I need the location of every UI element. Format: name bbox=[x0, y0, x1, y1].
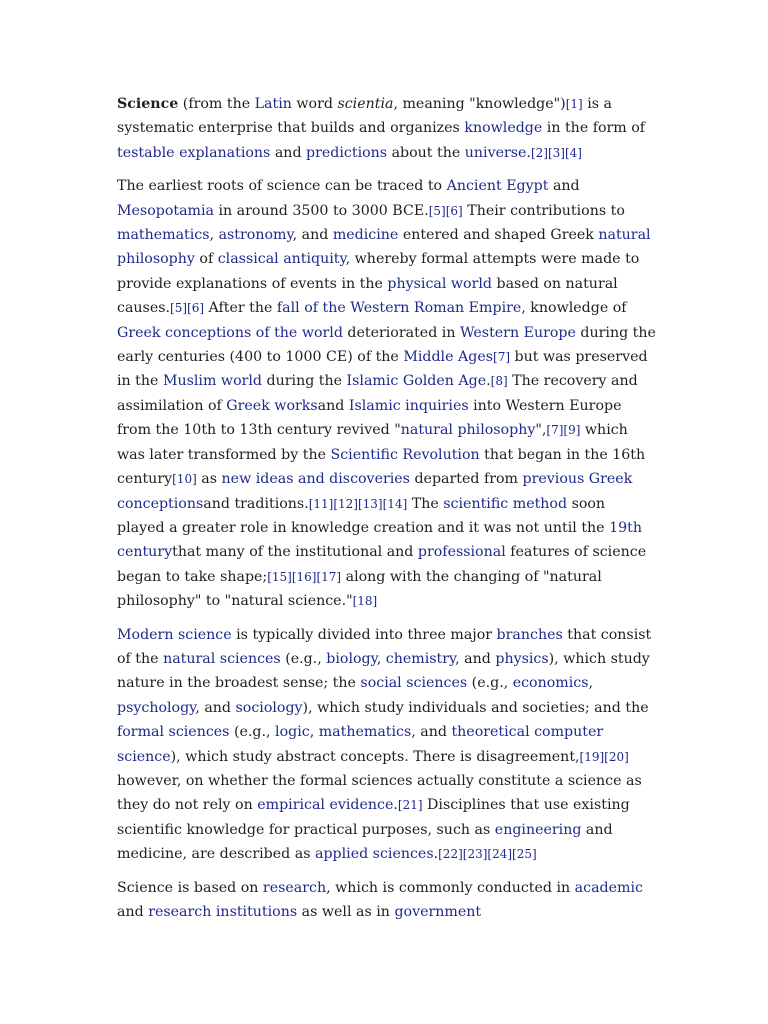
paragraph-intro bbox=[117, 92, 657, 165]
bold-term: Science bbox=[117, 96, 179, 112]
text-run: based on natural causes. bbox=[117, 275, 618, 317]
text-run: . bbox=[486, 373, 491, 390]
inline-link[interactable]: Ancient Egypt bbox=[446, 178, 549, 195]
inline-link[interactable]: logic bbox=[275, 724, 310, 741]
text-run: along with the changing of "natural philosophy" to "natural science." bbox=[117, 568, 602, 610]
citation-link[interactable]: [21] bbox=[397, 798, 423, 813]
text-run: about the bbox=[387, 144, 465, 161]
text-run: entered and shaped Greek bbox=[398, 227, 599, 244]
inline-link[interactable]: Latin bbox=[254, 96, 292, 112]
text-run: and traditions. bbox=[203, 495, 309, 512]
citation-link[interactable]: [18] bbox=[352, 594, 378, 609]
inline-link[interactable]: Modern science bbox=[117, 626, 232, 643]
inline-link[interactable]: testable explanations bbox=[117, 144, 271, 161]
inline-link[interactable]: professional bbox=[417, 544, 506, 561]
text-run: Disciplines that use existing scientific knowledge for practical purposes, such as bbox=[117, 797, 630, 838]
text-run: features of science began to take shape; bbox=[117, 544, 647, 585]
text-run: , meaning "knowledge") bbox=[393, 96, 566, 112]
text-run: Their contributions to bbox=[462, 202, 625, 219]
text-run: After the bbox=[204, 300, 277, 317]
citation-link[interactable]: [5][6] bbox=[428, 203, 463, 218]
text-run: The earliest roots of science can be traced to bbox=[117, 178, 447, 195]
inline-link[interactable]: natural philosophy bbox=[400, 422, 536, 439]
inline-link[interactable]: physical world bbox=[387, 275, 492, 292]
inline-link[interactable]: previous Greek conceptions bbox=[117, 471, 633, 512]
inline-link[interactable]: mathematics bbox=[318, 724, 412, 741]
inline-link[interactable]: research bbox=[262, 879, 327, 896]
text-run: , and bbox=[411, 724, 452, 741]
text-run: that began in the 16th century bbox=[117, 446, 646, 488]
text-run: in the form of bbox=[542, 120, 646, 137]
text-run: deteriorated in bbox=[342, 324, 460, 341]
inline-link[interactable]: Greek conceptions of the world bbox=[117, 324, 343, 341]
text-run: during the bbox=[262, 373, 347, 390]
text-run: during the early centuries (400 to 1000 CE) of the bbox=[117, 324, 656, 366]
text-run: and bbox=[117, 904, 149, 920]
inline-link[interactable]: government bbox=[394, 904, 482, 920]
text-run: ", bbox=[535, 422, 547, 439]
citation-link[interactable]: [1] bbox=[565, 97, 583, 111]
text-run: (e.g., bbox=[467, 675, 513, 692]
text-run: however, on whether the formal sciences actually constitute a science as they do not rely on bbox=[117, 772, 642, 814]
text-run: that consist of the bbox=[117, 626, 652, 667]
inline-link[interactable]: engineering bbox=[494, 821, 582, 838]
text-run: that many of the institutional and bbox=[172, 544, 418, 561]
inline-link[interactable]: psychology bbox=[117, 699, 196, 716]
text-run: but was preserved in the bbox=[117, 349, 648, 390]
text-run: , and bbox=[455, 650, 496, 667]
text-run: (e.g., bbox=[280, 650, 327, 667]
inline-link[interactable]: natural philosophy bbox=[117, 227, 651, 268]
text-run: The bbox=[407, 495, 444, 512]
text-run: (e.g., bbox=[229, 724, 276, 741]
text-run: , and bbox=[292, 227, 333, 244]
paragraph-branches bbox=[117, 623, 657, 867]
text-run: , which is commonly conducted in bbox=[326, 879, 575, 896]
text-run: Science is based on bbox=[117, 879, 263, 896]
citation-link[interactable]: [5][6] bbox=[170, 301, 205, 316]
text-run: soon played a greater role in knowledge creation and it was not until the bbox=[117, 495, 610, 536]
text-run: and bbox=[270, 144, 307, 161]
inline-link[interactable]: 19th century bbox=[117, 519, 642, 561]
inline-link[interactable]: medicine bbox=[332, 227, 399, 244]
citation-link[interactable]: [22][23][24][25] bbox=[438, 847, 537, 862]
inline-link[interactable]: Islamic inquiries bbox=[348, 397, 469, 414]
paragraph-research bbox=[117, 876, 657, 925]
text-run: ), which study nature in the broadest sense; the bbox=[117, 650, 650, 692]
citation-link[interactable]: [19][20] bbox=[579, 749, 629, 764]
inline-link[interactable]: universe bbox=[464, 144, 527, 161]
inline-link[interactable]: Western Europe bbox=[459, 324, 576, 341]
paragraph-history bbox=[117, 174, 657, 613]
inline-link[interactable]: natural sciences bbox=[163, 650, 281, 667]
text-run: , bbox=[376, 650, 386, 667]
text-run: into Western Europe from the 10th to 13th century revived " bbox=[117, 397, 622, 439]
inline-link[interactable]: astronomy bbox=[218, 227, 293, 244]
text-run: , bbox=[588, 675, 594, 692]
inline-link[interactable]: theoretical computer science bbox=[117, 724, 604, 765]
text-run: is a systematic enterprise that builds and organizes bbox=[117, 96, 612, 137]
inline-link[interactable]: academic bbox=[574, 879, 643, 896]
inline-link[interactable]: applied sciences bbox=[315, 846, 434, 863]
inline-link[interactable]: empirical evidence bbox=[257, 797, 394, 814]
text-run: . bbox=[526, 144, 531, 161]
text-run: of bbox=[194, 251, 218, 268]
inline-link[interactable]: biology bbox=[326, 650, 377, 667]
inline-link[interactable]: predictions bbox=[306, 144, 388, 161]
inline-link[interactable]: economics bbox=[512, 675, 589, 692]
text-run: . bbox=[433, 846, 439, 863]
inline-link[interactable]: Greek works bbox=[226, 397, 318, 414]
text-run: and bbox=[317, 397, 349, 414]
text-run: , whereby formal attempts were made to provide explanations of events in the bbox=[117, 251, 640, 292]
inline-link[interactable]: physics bbox=[495, 650, 549, 667]
text-run: ), which study abstract concepts. There is disagreement, bbox=[170, 748, 580, 765]
text-run: which was later transformed by the bbox=[117, 422, 628, 463]
italic-term: scientia bbox=[337, 96, 394, 112]
inline-link[interactable]: social sciences bbox=[360, 675, 468, 692]
inline-link[interactable]: branches bbox=[496, 626, 563, 643]
inline-link[interactable]: Islamic Golden Age bbox=[346, 373, 487, 390]
inline-link[interactable]: classical antiquity bbox=[217, 251, 346, 268]
citation-link[interactable]: [15][16][17] bbox=[267, 569, 342, 584]
text-run: , knowledge of bbox=[521, 300, 627, 317]
inline-link[interactable]: mathematics bbox=[117, 227, 210, 244]
inline-link[interactable]: knowledge bbox=[464, 120, 543, 137]
citation-link[interactable]: [11][12][13][14] bbox=[308, 496, 408, 511]
citation-link[interactable]: [8] bbox=[490, 374, 508, 389]
inline-link[interactable]: formal sciences bbox=[117, 724, 230, 741]
inline-link[interactable]: Muslim world bbox=[162, 373, 263, 390]
citation-link[interactable]: [10] bbox=[172, 472, 197, 487]
inline-link[interactable]: research institutions bbox=[148, 904, 298, 920]
text-run: as bbox=[196, 471, 222, 488]
text-run: departed from bbox=[409, 471, 523, 488]
text-run: , bbox=[309, 724, 319, 741]
inline-link[interactable]: Middle Ages bbox=[403, 349, 494, 366]
inline-link[interactable]: sociology bbox=[235, 699, 303, 716]
text-run: , and bbox=[195, 699, 236, 716]
text-run: in around 3500 to 3000 BCE. bbox=[213, 202, 429, 219]
text-run: and bbox=[548, 178, 580, 195]
text-run: , bbox=[209, 227, 219, 244]
inline-link[interactable]: Scientific Revolution bbox=[330, 446, 480, 463]
article-body bbox=[117, 92, 657, 933]
inline-link[interactable]: chemistry bbox=[385, 650, 456, 667]
citation-link[interactable]: [2][3][4] bbox=[530, 145, 582, 160]
text-run: (from the bbox=[178, 96, 255, 112]
text-run: . bbox=[393, 797, 398, 814]
text-run: word bbox=[291, 96, 338, 112]
text-run: and medicine, are described as bbox=[117, 821, 613, 863]
inline-link[interactable]: scientific method bbox=[443, 495, 568, 512]
text-run: The recovery and assimilation of bbox=[117, 373, 638, 414]
text-run: is typically divided into three major bbox=[231, 626, 497, 643]
text-run: as well as in bbox=[297, 904, 395, 920]
citation-link[interactable]: [7] bbox=[493, 350, 511, 365]
inline-link[interactable]: fall of the Western Roman Empire bbox=[276, 300, 522, 317]
inline-link[interactable]: Mesopotamia bbox=[117, 202, 214, 219]
text-run: ), which study individuals and societies; and the bbox=[302, 699, 649, 716]
citation-link[interactable]: [7][9] bbox=[546, 423, 581, 438]
inline-link[interactable]: new ideas and discoveries bbox=[221, 471, 410, 488]
